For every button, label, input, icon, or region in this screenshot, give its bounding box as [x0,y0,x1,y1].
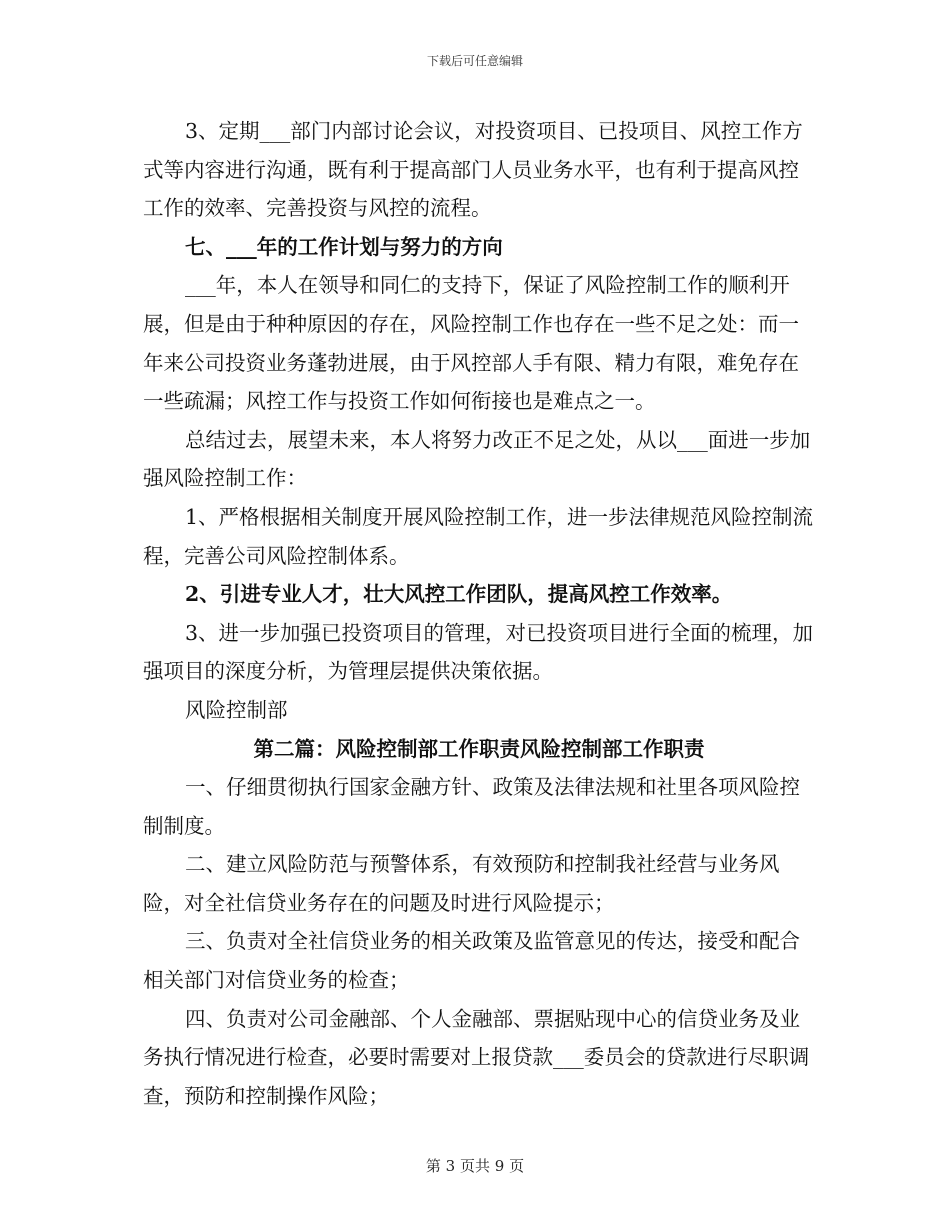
signature-department: 风险控制部 [185,697,288,722]
list-item-1: 1、严格根据相关制度开展风险控制工作，进一步法律规范风险控制流程，完善公司风险控制体系。 [143,504,814,568]
page-footer: 第 3 页共 9 页 [425,1157,525,1175]
page-header: 下载后可任意编辑 [426,54,523,68]
list-item-3: 3、进一步加强已投资项目的管理，对已投资项目进行全面的梳理，加强项目的深度分析，为管理层提供决策依据。 [143,620,814,684]
duty-item-3: 三、负责对全社信贷业务的相关政策及监管意见的传达，接受和配合相关部门对信贷业务的检查； [143,929,800,993]
duty-item-2: 二、建立风险防范与预警体系，有效预防和控制我社经营与业务风险，对全社信贷业务存在的问题及时进行风险提示； [143,852,780,915]
paragraph-summary: 总结过去，展望未来，本人将努力改正不足之处，从以___面进一步加强风险控制工作： [143,427,811,491]
section-heading-work-plan: 七、___年的工作计划与努力的方向 [185,234,503,259]
chapter-title: 第二篇：风险控制部工作职责风险控制部工作职责 [253,736,705,761]
paragraph-item-3-regular-meeting: 3、定期___部门内部讨论会议，对投资项目、已投项目、风控工作方式等内容进行沟通，既有利于提高部门人员业务水平，也有利于提高风控工作的效率、完善投资与风控的流程。 [143,119,803,221]
duty-item-4: 四、负责对公司金融部、个人金融部、票据贴现中心的信贷业务及业务执行情况进行检查，必要时需要对上报贷款___委员会的贷款进行尽职调查，预防和控制操作风险； [143,1006,810,1108]
list-item-2: 2、引进专业人才，壮大风控工作团队，提高风控工作效率。 [185,582,733,607]
duty-item-1: 一、仔细贯彻执行国家金融方针、政策及法律法规和社里各项风险控制制度。 [143,775,800,838]
paragraph-year-review: ___年，本人在领导和同仁的支持下，保证了风险控制工作的顺利开展，但是由于种种原因的存在，风险控制工作也存在一些不足之处：而一年来公司投资业务蓬勃进展，由于风控部人手有限、精力有限，难免存在一些疏漏；风控工作与投资工作如何衔接也是难点之一。 [143,273,799,414]
document-body [143,112,815,1115]
